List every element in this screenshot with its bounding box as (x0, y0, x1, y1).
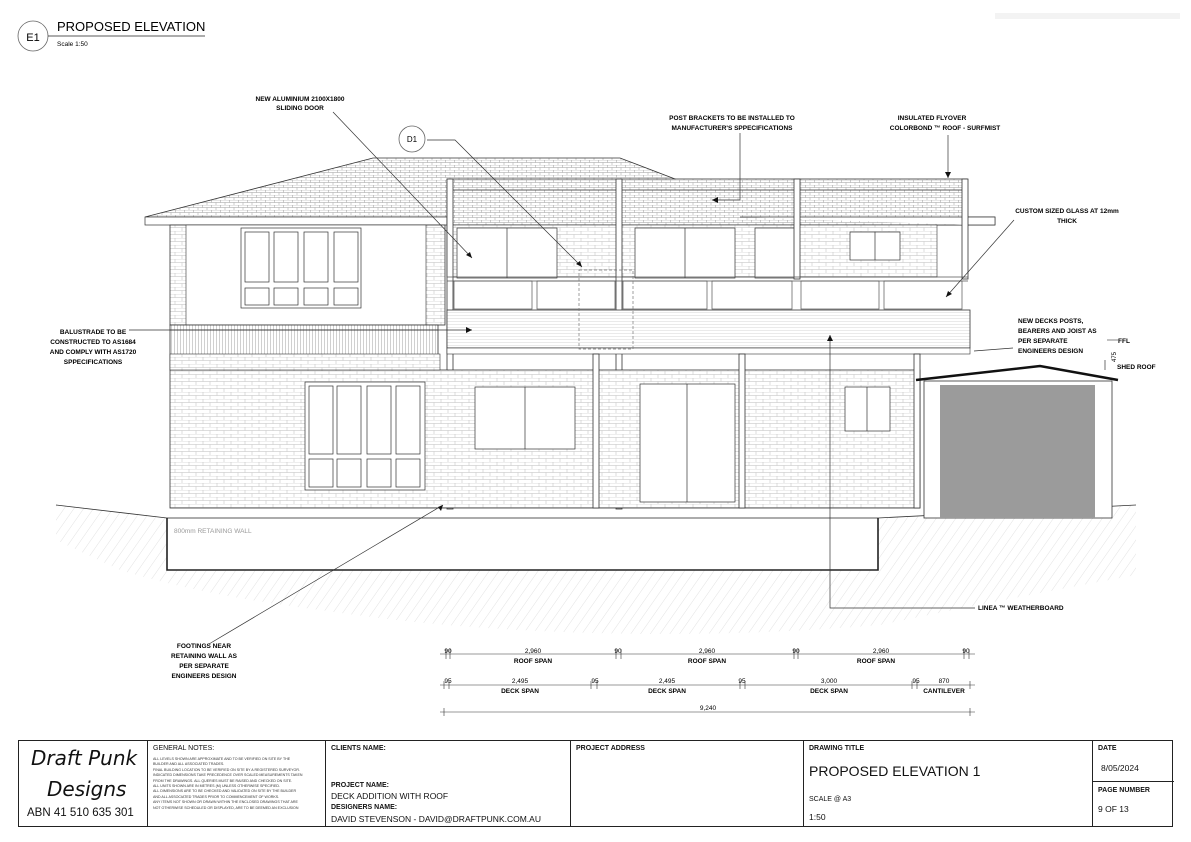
deck-tick-1: 95 (444, 678, 452, 685)
roof-span-1-label: ROOF SPAN (513, 658, 553, 665)
note-line: ANY ITEMS NOT SHOWN OR DRAWN WITHIN THE ENCLOSED DRAWINGS THAT ARE (153, 800, 298, 805)
roof-span-2-label: ROOF SPAN (687, 658, 727, 665)
post-brackets-note: POST BRACKETS TO BE INSTALLED TO MANUFACTURER'S SPPECIFICATIONS (669, 115, 795, 132)
weatherboard-note: LINEA ™ WEATHERBOARD (978, 605, 1064, 612)
drawing-title-value: PROPOSED ELEVATION 1 (809, 763, 981, 779)
note-line: FROM THE DRAWINGS. ALL QUERIES MUST BE RAISED AND CHECKED ON SITE. (153, 778, 293, 783)
company-cell (19, 741, 147, 826)
deck-span-1-value: 2,495 (511, 678, 529, 685)
deck-tick-4: 95 (912, 678, 920, 685)
general-notes-label: GENERAL NOTES: (153, 745, 215, 752)
note-line: BUILDER AND ALL ASSOCIATED TRADES. (153, 762, 225, 767)
roof-span-1-value: 2,960 (524, 648, 542, 655)
retaining-wall-label: 800mm RETAINING WALL (174, 528, 252, 535)
deck-span-2-label: DECK SPAN (648, 688, 686, 695)
custom-glass-note: CUSTOM SIZED GLASS AT 12mm THICK (1015, 208, 1119, 225)
glass-balustrade (447, 277, 968, 309)
roof-span-3-label: ROOF SPAN (856, 658, 896, 665)
roof-tick-4: 90 (962, 648, 970, 655)
shed (916, 366, 1118, 518)
project-address-label: PROJECT ADDRESS (576, 745, 645, 752)
note-line: AND ALL ASSOCIATED TRADES PRIOR TO COMMENCEMENT OF WORKS. (153, 794, 280, 799)
roof-tick-1: 90 (444, 648, 452, 655)
project-name-label: PROJECT NAME: (331, 782, 389, 789)
deck-span-1-label: DECK SPAN (501, 688, 539, 695)
drawing-title: PROPOSED ELEVATION (57, 19, 206, 34)
faint-header-strip (995, 13, 1180, 19)
footings-note: FOOTINGS NEAR RETAINING WALL AS PER SEPARATE ENGINEERS DESIGN (171, 643, 237, 680)
note-line: ALL DIMENSIONS ARE TO BE CHECKED AND VALIDATED ON SITE BY THE BUILDER (153, 789, 297, 794)
cantilever-value: 870 (938, 678, 950, 685)
deck-span-3-label: DECK SPAN (810, 688, 848, 695)
clients-name-label: CLIENTS NAME: (331, 745, 386, 752)
sliding-door-note: NEW ALUMINIUM 2100X1800 SLIDING DOOR (255, 96, 345, 112)
company-abn: ABN 41 510 635 301 (27, 807, 134, 819)
shed-roof-label: SHED ROOF (1117, 364, 1156, 371)
balustrade-note: BALUSTRADE TO BE CONSTRUCTED TO AS1684 AND COMPLY WITH AS1720 SPPECIFICATIONS (49, 329, 137, 366)
note-line: ALL UNITS SHOWN ARE IN METRES (M) UNLESS OTHERWISE SPECIFIED. (153, 784, 280, 789)
project-name-value: DECK ADDITION WITH ROOF (331, 791, 449, 801)
deck-span-3-value: 3,000 (820, 678, 838, 685)
designers-name-value: DAVID STEVENSON - DAVID@DRAFTPUNK.COM.AU (331, 814, 541, 824)
upper-window (241, 228, 361, 308)
deck-fascia (447, 310, 970, 354)
height-dimension: 475 (1112, 351, 1118, 362)
roof-tick-3: 90 (792, 648, 800, 655)
flyover-roof-note: INSULATED FLYOVER COLORBOND ™ ROOF - SURFMIST (889, 115, 1001, 132)
cantilever-label: CANTILEVER (923, 688, 965, 695)
drawing-title-label: DRAWING TITLE (809, 745, 865, 752)
svg-text:D1: D1 (406, 135, 418, 144)
roof-span-2-value: 2,960 (698, 648, 716, 655)
door-tag-d1 (399, 126, 425, 152)
roof-span-3-value: 2,960 (872, 648, 890, 655)
deck-span-2-value: 2,495 (658, 678, 676, 685)
drawing-scale: Scale 1:50 (57, 41, 88, 48)
designers-name-label: DESIGNERS NAME: (331, 804, 398, 811)
deck-tick-3: 95 (738, 678, 746, 685)
date-value: 8/05/2024 (1101, 763, 1139, 773)
date-page-cell (1092, 741, 1174, 826)
deck-tick-2: 95 (591, 678, 599, 685)
note-line: NOT OTHERWISE SCHEDULED OR DISPLAYED, ARE TO BE DEEMED AN EXCLUSION (153, 805, 299, 810)
company-name-line2: Designs (47, 777, 127, 801)
ground-hatch (56, 505, 1136, 634)
general-notes-cell (147, 741, 325, 826)
client-project-cell (325, 741, 570, 826)
title-block (18, 740, 1173, 827)
note-line: FINAL BUILDING LOCATION TO BE VERIFIED ON SITE BY A REGISTERED SURVEYOR. (153, 767, 300, 772)
ffl-label: FFL (1118, 338, 1130, 345)
date-label: DATE (1098, 745, 1117, 752)
deck-posts-note: NEW DECKS POSTS, BEARERS AND JOIST AS PER SEPARATE ENGINEERS DESIGN (1018, 318, 1097, 355)
roof-tick-2: 90 (614, 648, 622, 655)
svg-text:E1: E1 (26, 32, 40, 44)
scale-label: SCALE @ A3 (809, 796, 852, 803)
note-line: ALL LEVELS SHOWN ARE APPROXIMATE AND TO BE VERIFIED ON SITE BY THE (153, 757, 291, 761)
note-line: INDICATED DIMENSIONS TAKE PRECEDENCE OVER SCALED MEASUREMENTS TAKEN (153, 773, 303, 778)
project-address-cell (570, 741, 803, 826)
page-number-value: 9 OF 13 (1098, 804, 1129, 814)
page-number-label: PAGE NUMBER (1098, 787, 1150, 794)
elevation-badge (18, 21, 48, 51)
company-name-line1: Draft Punk (31, 746, 138, 770)
drawing-title-cell (803, 741, 1092, 826)
scale-value: 1:50 (809, 812, 826, 822)
flyover-roof (447, 179, 995, 225)
total-dimension: 9,240 (699, 705, 717, 712)
